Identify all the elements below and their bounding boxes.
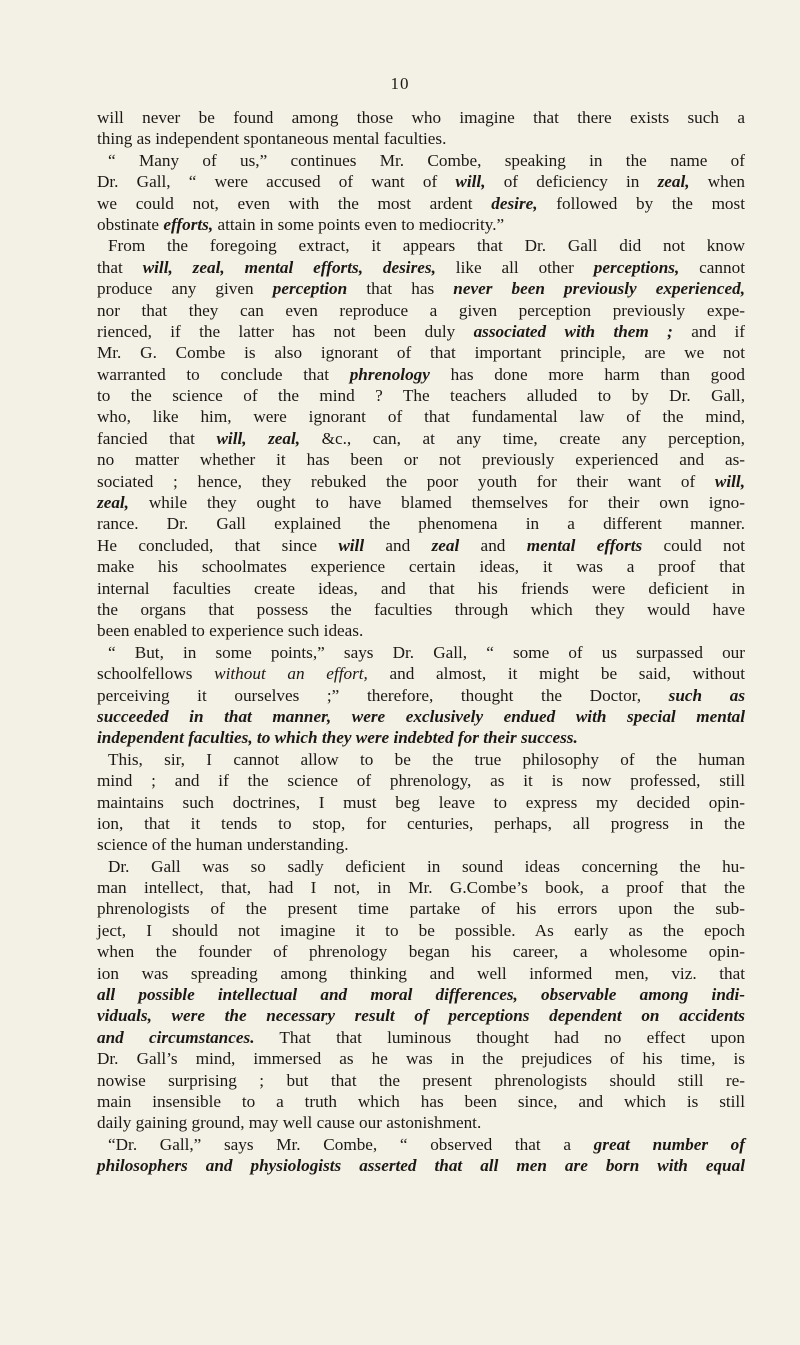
- plain-text: ject, I should not imagine it to be possible. As early as the epoch: [97, 920, 745, 940]
- plain-text: attain in some points even to mediocrity.”: [213, 214, 505, 234]
- plain-text: been enabled to experience such ideas.: [97, 621, 364, 641]
- plain-text: sociated ; hence, they rebuked the poor youth for their want of: [97, 471, 715, 491]
- text-line: [97, 898, 745, 919]
- plain-text: and: [459, 535, 527, 555]
- plain-text: when: [689, 172, 745, 192]
- plain-text: Dr. Gall was so sadly deficient in sound ideas concerning the hu-: [108, 856, 745, 876]
- plain-text: perceiving it ourselves ;” therefore, thought the Doctor,: [97, 685, 669, 705]
- emphasis-text: without an effort,: [214, 664, 368, 684]
- plain-text: Mr. G. Combe is also ignorant of that important principle, are we not: [97, 343, 745, 363]
- plain-text: produce any given: [97, 279, 273, 299]
- text-line: [97, 727, 745, 748]
- plain-text: fancied that: [97, 428, 217, 448]
- plain-text: “ But, in some points,” says Dr. Gall, “ some of us surpassed our: [108, 642, 745, 662]
- plain-text: daily gaining ground, may well cause our astonishment.: [97, 1113, 482, 1133]
- plain-text: make his schoolmates experience certain ideas, it was a proof that: [97, 557, 745, 577]
- text-line: [97, 920, 745, 941]
- text-line: [97, 1091, 745, 1112]
- plain-text: rance. Dr. Gall explained the phenomena in a different manner.: [97, 514, 745, 534]
- plain-text: ion, that it tends to stop, for centuries, perhaps, all progress in the: [97, 813, 745, 833]
- plain-text: nowise surprising ; but that the present phrenologists should still re-: [97, 1070, 745, 1090]
- text-line: [97, 321, 745, 342]
- emphasis-text: succeeded in that manner, were exclusively endued with special mental: [97, 706, 745, 726]
- plain-text: and almost, it might be said, without: [367, 664, 745, 684]
- emphasis-text: will,: [455, 172, 486, 192]
- plain-text: maintains such doctrines, I must beg leave to express my decided opin-: [97, 792, 745, 812]
- emphasis-text: will,: [714, 471, 745, 491]
- plain-text: thing as independent spontaneous mental faculties.: [97, 129, 447, 149]
- text-line: [97, 770, 745, 791]
- emphasis-text: desire,: [491, 193, 538, 213]
- emphasis-text: perceptions,: [593, 257, 680, 277]
- plain-text: man intellect, that, had I not, in Mr. G.Combe’s book, a proof that the: [97, 878, 745, 898]
- plain-text: schoolfellows: [97, 664, 215, 684]
- plain-text: to the science of the mind ? The teachers alluded to by Dr. Gall,: [97, 386, 745, 406]
- emphasis-text: will: [338, 535, 365, 555]
- text-line: [97, 171, 745, 192]
- emphasis-text: zeal,: [657, 172, 690, 192]
- text-line: [97, 406, 745, 427]
- emphasis-text: associated with them ;: [473, 321, 673, 341]
- plain-text: when the founder of phrenology began his career, a wholesome opin-: [97, 942, 745, 962]
- plain-text: rienced, if the latter has not been duly: [97, 321, 474, 341]
- text-line: [97, 556, 745, 577]
- text-line: [97, 492, 745, 513]
- plain-text: cannot: [679, 257, 745, 277]
- text-line: [97, 984, 745, 1005]
- text-line: [97, 663, 745, 684]
- plain-text: while they ought to have blamed themselves for their own igno-: [128, 493, 745, 513]
- plain-text: warranted to conclude that: [97, 364, 350, 384]
- plain-text: &c., can, at any time, create any perception,: [300, 428, 745, 448]
- text-line: [97, 300, 745, 321]
- text-line: [97, 963, 745, 984]
- text-line: [97, 535, 745, 556]
- plain-text: and: [364, 535, 432, 555]
- text-line: [97, 1155, 745, 1176]
- plain-text: who, like him, were ignorant of that fundamental law of the mind,: [97, 407, 745, 427]
- text-line: [97, 385, 745, 406]
- text-line: [97, 278, 745, 299]
- text-line: [97, 471, 745, 492]
- text-line: [97, 792, 745, 813]
- text-line: [97, 128, 745, 149]
- emphasis-text: independent faculties, to which they were indebted for their success.: [97, 728, 578, 748]
- text-line: [97, 1134, 745, 1155]
- text-line: [97, 941, 745, 962]
- emphasis-text: mental efforts: [526, 535, 643, 555]
- text-line: [97, 685, 745, 706]
- plain-text: ion was spreading among thinking and well informed men, viz. that: [97, 963, 745, 983]
- plain-text: could not: [642, 535, 746, 555]
- emphasis-text: philosophers and physiologists asserted that all men are born with equal: [97, 1156, 745, 1176]
- body-text: [97, 107, 745, 1177]
- emphasis-text: never been previously experienced,: [453, 279, 745, 299]
- text-line: [97, 706, 745, 727]
- text-line: [97, 364, 745, 385]
- plain-text: Dr. Gall, “ were accused of want of: [97, 172, 456, 192]
- emphasis-text: viduals, were the necessary result of perceptions dependent on accidents: [97, 1006, 745, 1026]
- emphasis-text: all possible intellectual and moral differences, observable among indi-: [97, 985, 745, 1005]
- emphasis-text: and circumstances.: [97, 1027, 255, 1047]
- text-line: [97, 813, 745, 834]
- plain-text: has done more harm than good: [429, 364, 746, 384]
- text-line: [97, 342, 745, 363]
- plain-text: we could not, even with the most ardent: [97, 193, 492, 213]
- text-line: [97, 235, 745, 256]
- page-number: 10: [390, 74, 410, 93]
- emphasis-text: efforts,: [163, 214, 214, 234]
- text-line: [97, 513, 745, 534]
- text-line: [97, 1112, 745, 1133]
- emphasis-text: will, zeal,: [216, 428, 301, 448]
- plain-text: This, sir, I cannot allow to be the true philosophy of the human: [108, 749, 745, 769]
- plain-text: mind ; and if the science of phrenology, as it is now professed, still: [97, 771, 745, 791]
- text-line: [97, 449, 745, 470]
- text-line: [97, 214, 745, 235]
- text-line: [97, 877, 745, 898]
- plain-text: science of the human understanding.: [97, 835, 349, 855]
- text-line: [97, 749, 745, 770]
- text-line: [97, 107, 745, 128]
- plain-text: internal faculties create ideas, and that his friends were deficient in: [97, 578, 745, 598]
- plain-text: the organs that possess the faculties through which they would have: [97, 599, 745, 619]
- text-line: [97, 620, 745, 641]
- plain-text: and if: [672, 321, 745, 341]
- text-line: [97, 150, 745, 171]
- emphasis-text: zeal: [431, 535, 460, 555]
- text-line: [97, 642, 745, 663]
- plain-text: Dr. Gall’s mind, immersed as he was in the prejudices of his time, is: [97, 1049, 745, 1069]
- emphasis-text: great number of: [593, 1134, 745, 1154]
- plain-text: that has: [347, 279, 454, 299]
- text-line: [97, 1005, 745, 1026]
- plain-text: obstinate: [97, 214, 164, 234]
- plain-text: That that luminous thought had no effect upon: [254, 1027, 745, 1047]
- text-line: [97, 193, 745, 214]
- plain-text: that: [97, 257, 143, 277]
- text-line: [97, 834, 745, 855]
- text-line: [97, 1070, 745, 1091]
- plain-text: “Dr. Gall,” says Mr. Combe, “ observed that a: [108, 1134, 594, 1154]
- text-line: [97, 257, 745, 278]
- plain-text: followed by the most: [537, 193, 745, 213]
- plain-text: “ Many of us,” continues Mr. Combe, speaking in the name of: [108, 150, 745, 170]
- plain-text: main insensible to a truth which has been since, and which is still: [97, 1091, 745, 1111]
- plain-text: nor that they can even reproduce a given perception previously expe-: [97, 300, 745, 320]
- emphasis-text: phrenology: [349, 364, 430, 384]
- plain-text: phrenologists of the present time partake of his errors upon the sub-: [97, 899, 745, 919]
- plain-text: From the foregoing extract, it appears that Dr. Gall did not know: [108, 236, 745, 256]
- plain-text: no matter whether it has been or not previously experienced and as-: [97, 450, 745, 470]
- text-line: [97, 428, 745, 449]
- plain-text: like all other: [435, 257, 594, 277]
- emphasis-text: perception: [272, 279, 348, 299]
- text-line: [97, 578, 745, 599]
- plain-text: will never be found among those who imagine that there exists such a: [97, 108, 745, 127]
- emphasis-text: such as: [668, 685, 746, 705]
- plain-text: He concluded, that since: [97, 535, 339, 555]
- emphasis-text: will, zeal, mental efforts, desires,: [142, 257, 436, 277]
- text-line: [97, 1027, 745, 1048]
- text-line: [97, 599, 745, 620]
- text-line: [97, 856, 745, 877]
- plain-text: of deficiency in: [485, 172, 658, 192]
- emphasis-text: zeal,: [97, 493, 129, 513]
- text-line: [97, 1048, 745, 1069]
